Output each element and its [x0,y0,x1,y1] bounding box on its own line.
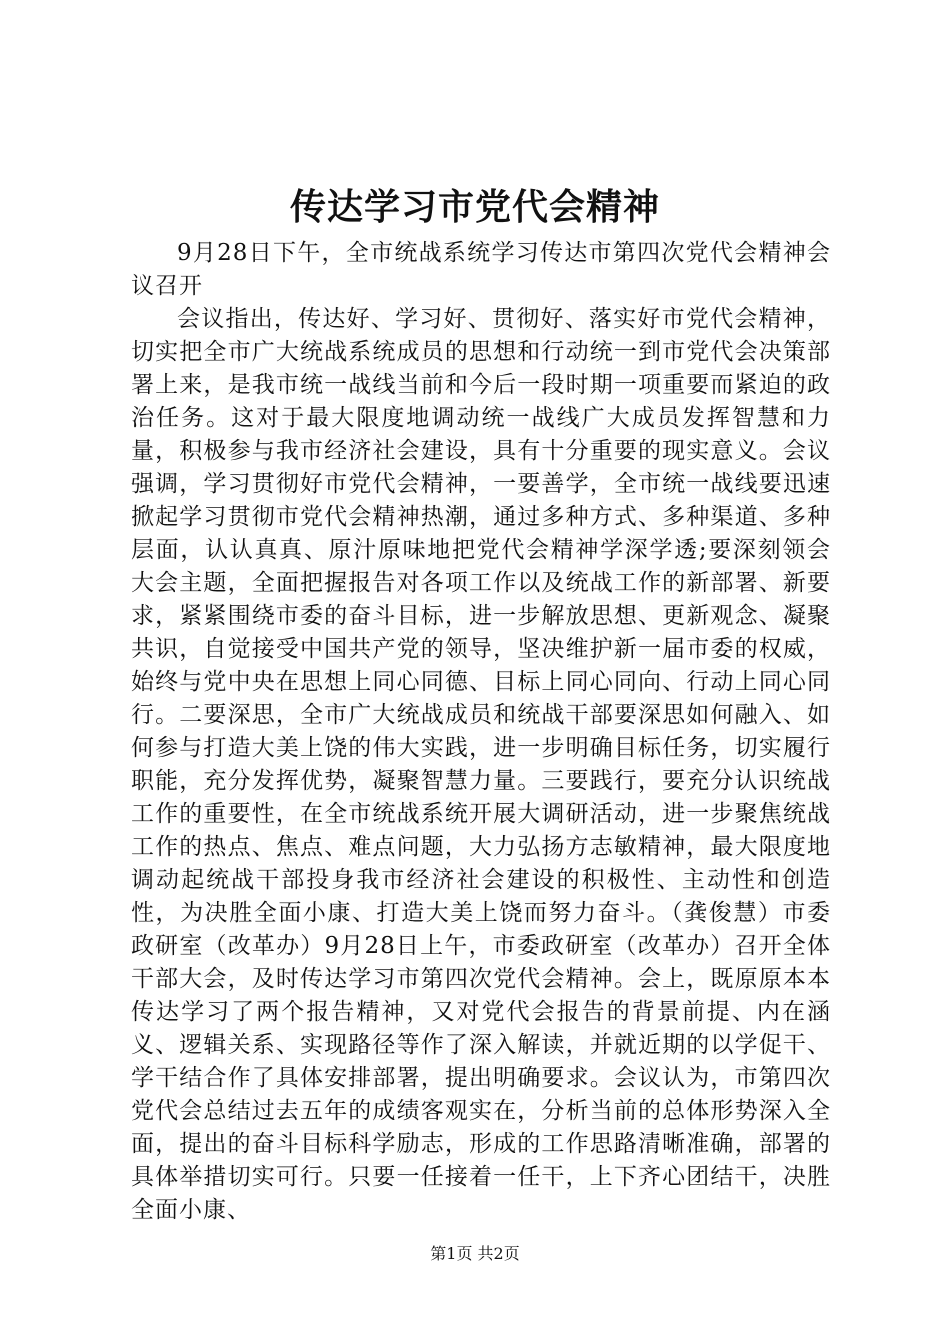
document-body [131,237,831,1227]
page-number-footer: 第1页 共2页 [430,1244,520,1263]
page-title: 传达学习市党代会精神 [289,186,660,228]
paragraph-intro: 9月28日下午，全市统战系统学习传达市第四次党代会精神会议召开 [131,240,831,299]
paragraph-main: 会议指出，传达好、学习好、贯彻好、落实好市党代会精神，切实把全市广大统战系统成员的思想和行动统一到市党代会决策部署上来，是我市统一战线当前和今后一段时期一项重要而紧迫的政治任务。这对于最大限度地调动统一战线广大成员发挥智慧和力量，积极参与我市经济社会建设，具有十分重要的现实意义。会议强调，学习贯彻好市党代会精神，一要善学，全市统一战线要迅速掀起学习贯彻市党代会精神热潮，通过多种方式、多种渠道、多种层面，认认真真、原汁原味地把党代会精神学深学透;要深刻领会大会主题，全面把握报告对各项工作以及统战工作的新部署、新要求，紧紧围绕市委的奋斗目标，进一步解放思想、更新观念、凝聚共识，自觉接受中国共产党的领导，坚决维护新一届市委的权威，始终与党中央在思想上同心同德、目标上同心同向、行动上同心同行。二要深思，全市广大统战成员和统战干部要深思如何融入、如何参与打造大美上饶的伟大实践，进一步明确目标任务，切实履行职能，充分发挥优势，凝聚智慧力量。三要践行，要充分认识统战工作的重要性，在全市统战系统开展大调研活动，进一步聚焦统战工作的热点、焦点、难点问题，大力弘扬方志敏精神，最大限度地调动起统战干部投身我市经济社会建设的积极性、主动性和创造性，为决胜全面小康、打造大美上饶而努力奋斗。（龚俊慧）市委政研室（改革办）9月28日上午，市委政研室（改革办）召开全体干部大会，及时传达学习市第四次党代会精神。会上，既原原本本传达学习了两个报告精神，又对党代会报告的背景前提、内在涵义、逻辑关系、实现路径等作了深入解读，并就近期的以学促干、学干结合作了具体安排部署，提出明确要求。会议认为，市第四次党代会总结过去五年的成绩客观实在，分析当前的总体形势深入全面，提出的奋斗目标科学励志，形成的工作思路清晰准确，部署的具体举措切实可行。只要一任接着一任干，上下齐心团结干，决胜全面小康、 [131,306,831,1223]
